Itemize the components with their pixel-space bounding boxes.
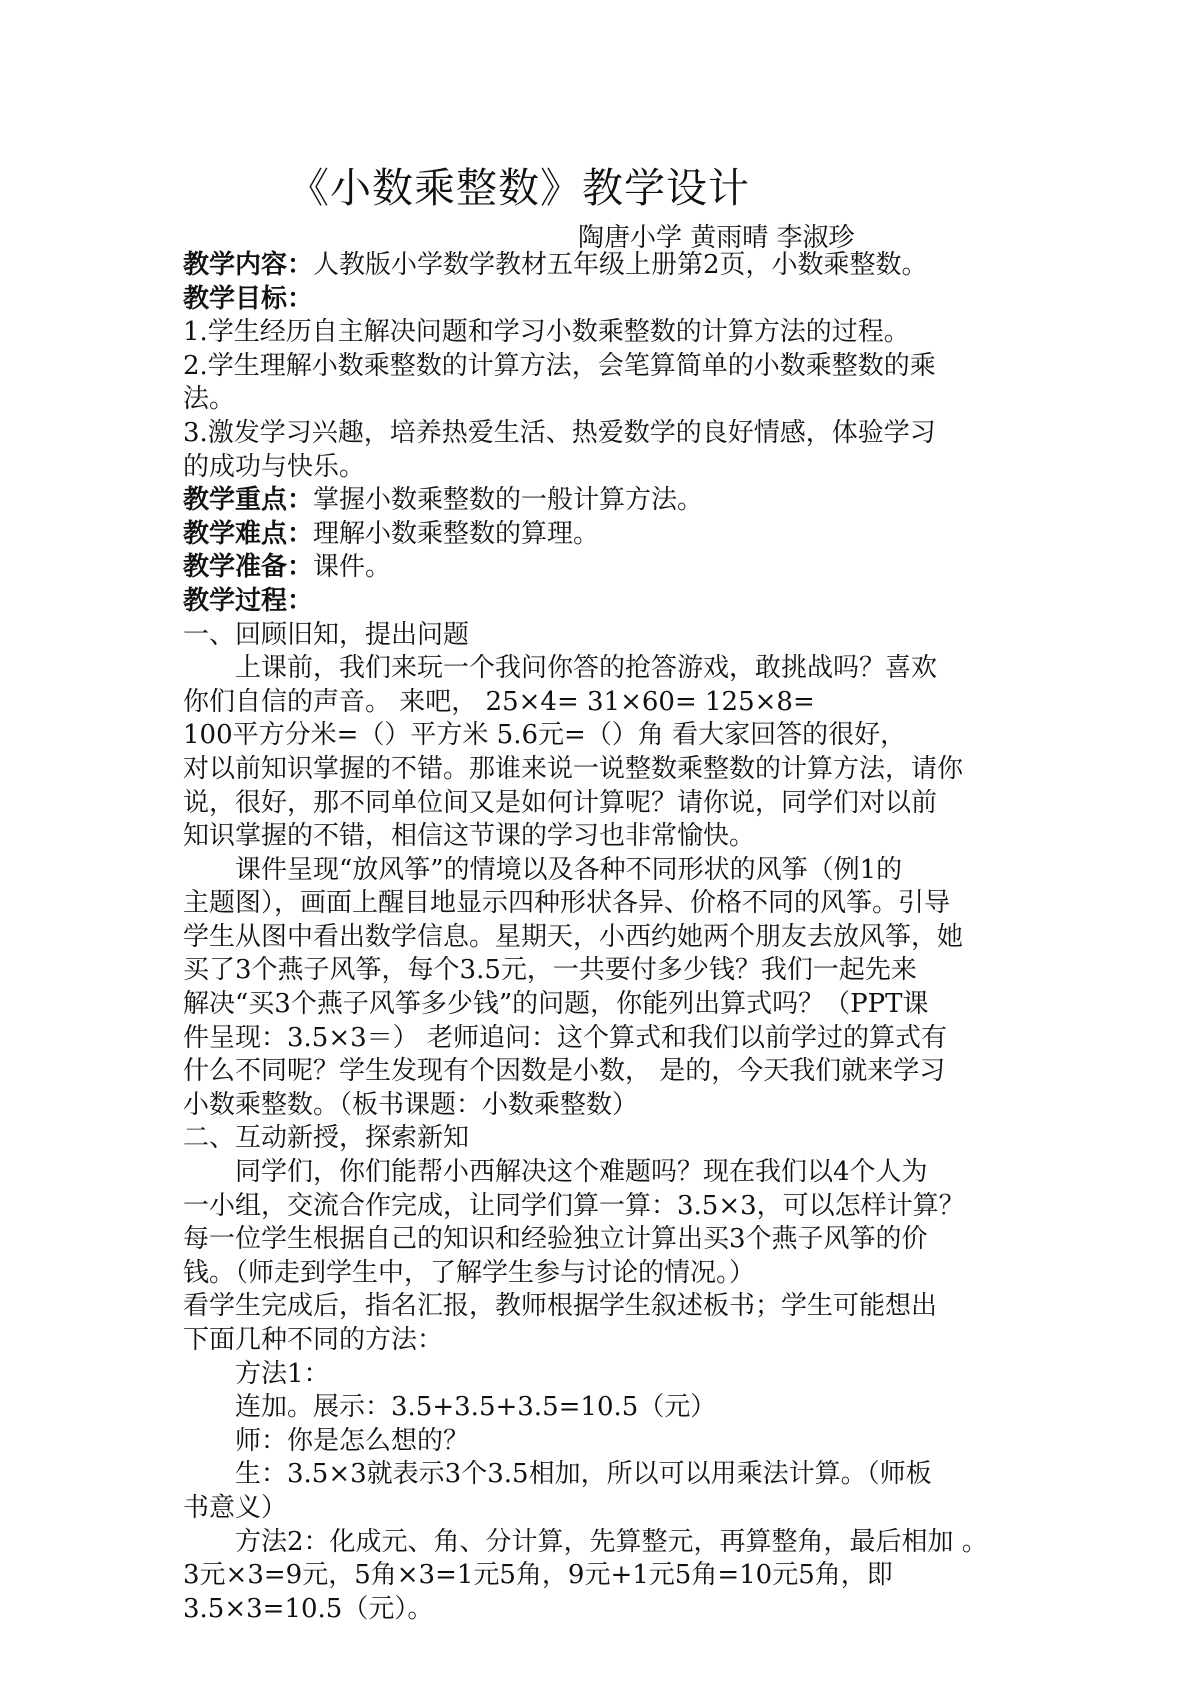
goal-line: 的成功与快乐。 [183,451,366,482]
goal-line: 法。 [183,384,236,415]
paragraph-line: 看学生完成后，指名汇报，教师根据学生叙述板书；学生可能想出 [183,1291,938,1322]
document-body [183,249,1023,1626]
paragraph-line: 生：3.5×3就表示3个3.5相加，所以可以用乘法计算。（师板 [235,1459,932,1490]
paragraph-line: 小数乘整数。（板书课题：小数乘整数） [183,1089,639,1120]
key-point-label: 教学重点： [183,485,314,516]
paragraph-line: 对以前知识掌握的不错。那谁来说一说整数乘整数的计算方法，请你 [183,753,964,784]
paragraph-line: 说，很好，那不同单位间又是如何计算呢？请你说，同学们对以前 [183,787,938,818]
paragraph-line: 学生从图中看出数学信息。星期天，小西约她两个朋友去放风筝，她 [183,921,964,952]
paragraph-line: 什么不同呢？学生发现有个因数是小数， 是的，今天我们就来学习 [183,1056,946,1087]
paragraph-line: 件呈现：3.5×3＝） 老师追问：这个算式和我们以前学过的算式有 [183,1022,947,1053]
document-title: 《小数乘整数》教学设计 [288,164,750,212]
paragraph-line: 课件呈现“放风筝”的情境以及各种不同形状的风筝（例1的 [235,854,903,885]
authors-line: 陶唐小学 黄雨晴 李淑珍 [578,223,855,253]
paragraph-line: 方法1： [235,1358,330,1389]
paragraph-line: 上课前，我们来玩一个我问你答的抢答游戏，敢挑战吗？喜欢 [235,653,938,684]
paragraph-line: 主题图），画面上醒目地显示四种形状各异、价格不同的风筝。引导 [183,888,951,919]
preparation-text: 课件。 [313,552,392,583]
process-label: 教学过程： [183,585,314,616]
paragraph-line: 100平方分米=（）平方米 5.6元=（）角 看大家回答的很好， [183,720,907,751]
teaching-content-text: 人教版小学数学教材五年级上册第2页，小数乘整数。 [313,250,928,280]
paragraph-line: 书意义） [183,1492,288,1523]
process-heading [183,585,1023,619]
paragraph-line: 连加。展示：3.5+3.5+3.5=10.5（元） [235,1392,717,1423]
teaching-goals-heading [183,283,1023,317]
paragraph-line: 买了3个燕子风筝，每个3.5元，一共要付多少钱？我们一起先来 [183,955,917,986]
teaching-content-label: 教学内容： [183,250,314,280]
goal-line: 3.激发学习兴趣，培养热爱生活、热爱数学的良好情感，体验学习 [183,417,936,448]
paragraph-line: 钱。（师走到学生中，了解学生参与讨论的情况。） [183,1257,756,1288]
paragraph-line: 一小组，交流合作完成，让同学们算一算：3.5×3，可以怎样计算？ [183,1190,965,1221]
paragraph-line: 方法2：化成元、角、分计算，先算整元，再算整角，最后相加 。 [235,1526,988,1557]
paragraph-line: 每一位学生根据自己的知识和经验独立计算出买3个燕子风筝的价 [183,1224,928,1255]
paragraph-line: 3.5×3=10.5（元）。 [183,1593,434,1624]
paragraph-line: 同学们，你们能帮小西解决这个难题吗？现在我们以4个人为 [235,1157,928,1188]
preparation-label: 教学准备： [183,552,314,583]
paragraph-line: 解决“买3个燕子风筝多少钱”的问题，你能列出算式吗？（PPT课 [183,989,929,1020]
difficulty-label: 教学难点： [183,518,314,549]
teaching-content-line [183,249,1023,283]
paragraph-line: 下面几种不同的方法： [183,1325,444,1355]
key-point-line [183,484,1023,518]
goal-line: 2.学生理解小数乘整数的计算方法，会笔算简单的小数乘整数的乘 [183,350,936,381]
paragraph-line: 知识掌握的不错，相信这节课的学习也非常愉快。 [183,821,756,852]
section-heading: 一、回顾旧知，提出问题 [183,619,470,650]
preparation-line [183,551,1023,585]
paragraph-line: 你们自信的声音。 来吧， 25×4= 31×60= 125×8= [183,686,815,717]
section-heading: 二、互动新授，探索新知 [183,1123,470,1154]
goal-line: 1.学生经历自主解决问题和学习小数乘整数的计算方法的过程。 [183,317,910,348]
paragraph-line: 3元×3=9元，5角×3=1元5角，9元+1元5角=10元5角，即 [183,1560,893,1591]
paragraph-line: 师：你是怎么想的？ [235,1425,470,1456]
key-point-text: 掌握小数乘整数的一般计算方法。 [313,485,704,516]
difficulty-text: 理解小数乘整数的算理。 [313,518,600,549]
difficulty-line [183,518,1023,552]
teaching-goals-label: 教学目标： [183,283,314,314]
